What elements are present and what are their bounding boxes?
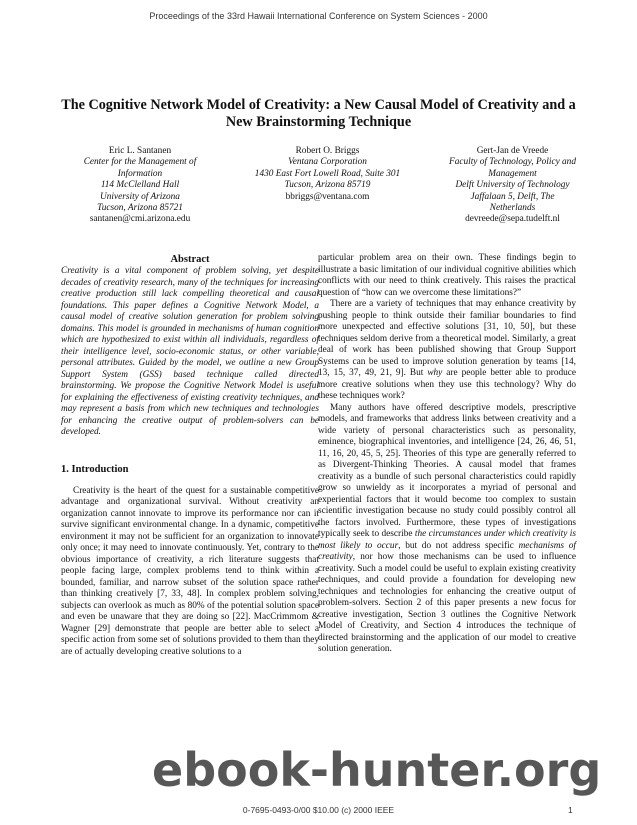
emphasis-text: mechanisms of creativity bbox=[318, 540, 576, 562]
author-block bbox=[55, 146, 600, 236]
intro-paragraph-techniques bbox=[318, 299, 576, 403]
author-affiliation: Faculty of Technology, Policy and Management Delft University of Technology Jaffalaan 5, Delft, The Netherlands bbox=[449, 157, 576, 214]
author-email: bbriggs@ventana.com bbox=[285, 191, 370, 202]
author-name: Gert-Jan de Vreede bbox=[476, 146, 549, 156]
text-run: There are a variety of techniques that may enhance creativity by pushing people to think outside their familiar boundaries to find more unexpected and effective solutions [31, 10, 50], but these techniques seldom derive from a theoretical model. Similarly, a great deal of work has been published showing that Group Support Systems can be used to improve solution generation by teams [14, 13, 15, 37, 49, 21, 9]. But bbox=[318, 299, 576, 378]
conference-header: Proceedings of the 33rd Hawaii International Conference on System Sciences - 2000 bbox=[149, 11, 488, 21]
left-column bbox=[61, 253, 319, 658]
author-2 bbox=[240, 146, 415, 203]
page-number: 1 bbox=[568, 805, 573, 815]
paper-title: The Cognitive Network Model of Creativity: a New Causal Model of Creativity and a New Brainstorming Technique bbox=[61, 97, 576, 130]
right-column bbox=[318, 253, 576, 656]
abstract-heading: Abstract bbox=[170, 254, 210, 265]
text-run: , but do not address specific bbox=[398, 540, 514, 551]
intro-paragraph-continued: particular problem area on their own. These findings begin to illustrate a basic limitation of our individual cognitive abilities which conflicts with our need to think creatively. This raises the practical question of “how can we overcome these limitations?” bbox=[318, 253, 576, 298]
author-email: devreede@sepa.tudelft.nl bbox=[465, 214, 560, 225]
text-run: are people better able to produce more creative solutions when they use this technology? Why do these techniques work? bbox=[318, 368, 577, 401]
author-1 bbox=[55, 146, 225, 226]
intro-paragraph-models bbox=[318, 403, 576, 656]
copyright-footer: 0-7695-0493-0/00 $10.00 (c) 2000 IEEE bbox=[242, 805, 395, 815]
author-affiliation: Center for the Management of Information 114 McClelland Hall University of Arizona Tucson, Arizona 85721 bbox=[83, 157, 197, 214]
watermark-logo: ebook-hunter.org bbox=[152, 743, 602, 797]
emphasis-text: the circumstances under which creativity is most likely to occur bbox=[318, 529, 576, 551]
author-name: Robert O. Briggs bbox=[295, 146, 360, 156]
author-email: santanen@cmi.arizona.edu bbox=[89, 214, 191, 225]
abstract-text: Creativity is a vital component of problem solving, yet despite decades of creativity research, many of the techniques for increasing creative production still lack compelling theoretical and causal foundations. This paper defines a Cognitive Network Model, a causal model of creative solution generation for problem solving domains. This model is grounded in mechanisms of human cognition which are hypothesized to exist within all individuals, regardless of their intelligence level, socio-economic status, or other variable, personal attributes. Guided by the model, we outline a new Group Support System (GSS) based technique called directed brainstorming. We propose the Cognitive Network Model is useful for explaining the effectiveness of existing creativity techniques, and may represent a basis from which new techniques and technologies for enhancing the creative output of problem-solvers can be developed. bbox=[61, 266, 319, 437]
text-run: Many authors have offered descriptive models, prescriptive models, and frameworks that address links between creativity and a wide variety of personal characteristics such as personality, eminence, biographical inventories, and intelligence [24, 26, 46, 51, 11, 16, 20, 45, 5, 25]. Theories of this type are generally referred to as Divergent-Thinking Theories. A causal model that frames creativity as a bundle of such personal characteristics could rapidly grow so unwieldy as it incorporates a myriad of personal and experiential factors that it would become too complex to sustain scientific investigation because no study could possibly control all the factors involved. Furthermore, these types of investigations typically seek to describe bbox=[318, 402, 576, 539]
section-heading-introduction: 1. Introduction bbox=[61, 463, 129, 475]
emphasis-text: why bbox=[427, 368, 443, 378]
intro-paragraph: Creativity is the heart of the quest for a sustainable competitive advantage and organizational survival. Without creativity an organization cannot innovate to improve its performance nor can it survive significant environmental change. In a dynamic, competitive environment it may not be sufficient for an organization to innovate only once; it may need to innovate continuously. Yet, contrary to the obvious importance of creativity, a rich literature suggests that people facing large, complex problems tend to think within a bounded, familiar, and narrow subset of the solution space rather than thinking creatively [7, 33, 48]. In complex problem solving, subjects can overlook as much as 80% of the potential solution space and even be unaware that they are doing so [22]. MacCrimmom & Wagner [29] demonstrate that people are better able to select a specific action from some set of solutions provided to them than they are of actually developing creative solutions to a bbox=[61, 485, 319, 657]
author-name: Eric L. Santanen bbox=[108, 146, 172, 156]
author-3 bbox=[425, 146, 600, 226]
text-run: , nor how those mechanisms can be used to influence creativity. Such a model could be useful to explain existing creativity techniques, and could provide a foundation for developing new techniques and technologies for enhancing the creative output of problem-solvers. Section 2 of this paper presents a new focus for creative investigation, Section 3 outlines the Cognitive Network Model of Creativity, and Section 4 introduces the technique of directed brainstorming and the application of our model to creative solution generation. bbox=[318, 552, 576, 654]
author-affiliation: Ventana Corporation 1430 East Fort Lowell Road, Suite 301 Tucson, Arizona 85719 bbox=[254, 157, 401, 191]
